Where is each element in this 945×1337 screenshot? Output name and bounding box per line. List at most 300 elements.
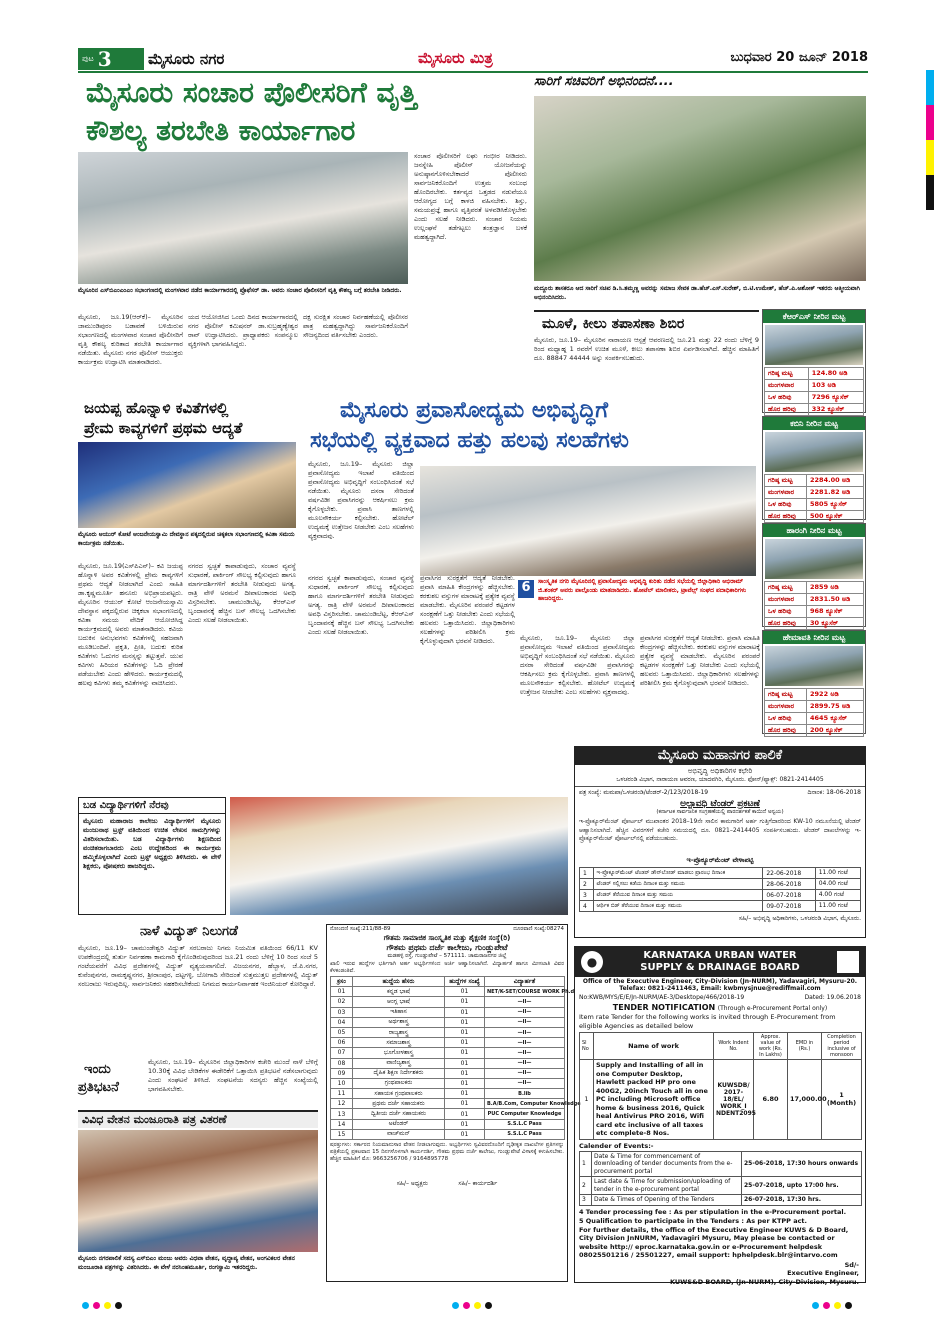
dam-row: [765, 701, 864, 713]
college-cell: 14: [331, 1119, 353, 1129]
college-footer: ಷರತ್ತುಗಳು: ಸರ್ಕಾರದ ನಿಯಮಾನುಸಾರ ವೇತನ ನೀಡಲಾಗುವುದು. ಅಭ್ಯರ್ಥಿಗಳು ಸ್ವವಿವರದೊಂದಿಗೆ ದೃಢೀಕೃತ ದಾಖಲೆಗಳ ಪ್ರತಿಗಳನ್ನು ಪತ್ರಿಕೆಯಲ್ಲಿ ಪ್ರಕಟವಾದ 15 ದಿನಗಳೊಳಗಾಗಿ ಕಾರ್ಯದರ್ಶಿ, ಗೌತಮ ಪ್ರಥಮ ದರ್ಜೆ ಕಾಲೇಜು, ಗುಂಡ್ಲುಪೇಟೆ ವಿಳಾಸಕ್ಕೆ ಕಳುಹಿಸಬೇಕು. ಹೆಚ್ಚಿನ ಮಾಹಿತಿಗೆ ಮೊ: 9663256706 / 9164895778: [330, 1142, 564, 1162]
college-cell: 06: [331, 1038, 353, 1048]
tourism-body-col3: ಪ್ರವಾಸಿಗರ ಸುರಕ್ಷತೆಗೆ ಆದ್ಯತೆ ನೀಡಬೇಕು. ಪ್ರವಾಸಿ ಮಾಹಿತಿ ಕೇಂದ್ರಗಳನ್ನು ಹೆಚ್ಚಿಸಬೇಕು. ಕರಕುಶಲ ವಸ್ತುಗಳ ಮಾರಾಟಕ್ಕೆ ಪ್ರತ್ಯೇಕ ವ್ಯವಸ್ಥೆ ಮಾಡಬೇಕು. ಮೈಸೂರಿನ ಪರಂಪರೆ ಕಟ್ಟಡಗಳ ಸಂರಕ್ಷಣೆಗೆ ಒತ್ತು ನೀಡಬೇಕು ಎಂದು ಸಭೆಯಲ್ಲಿ ಹಲವರು ಒತ್ತಾಯಿಸಿದರು. ಜಿಲ್ಲಾಧಿಕಾರಿಗಳು ಸಲಹೆಗಳನ್ನು ಪರಿಶೀಲಿಸಿ ಕ್ರಮ ಕೈಗೊಳ್ಳುವುದಾಗಿ ಭರವಸೆ ನೀಡಿದರು.: [420, 574, 515, 645]
college-row: [331, 1058, 565, 1068]
college-cell: ಪ್ರಥಮ ದರ್ಜೆ ಸಹಾಯಕರು: [353, 1099, 445, 1109]
kuwsdb-ref: No:KWB/MYS/E/E/Jn-NURM/AE-3/Desktope/466/2018-19: [579, 994, 745, 1001]
lead-body-col2: ಯದ ಆಯೋಜಿಸಿದ ಒಂದು ದಿನದ ಕಾರ್ಯಾಗಾರದಲ್ಲಿ ನಗರ ಪೊಲೀಸ್ ಕಮಿಷನರ್ ಡಾ.ಸುಬ್ರಹ್ಮಣ್ಯೇಶ್ವರ ರಾವ್ ಉದ್ಘಾಟಿಸಿದರು. ಪ್ರಾಧ್ಯಾಪಕರು ಸಂಪನ್ಮೂಲ ವ್ಯಕ್ತಿಗಳಾಗಿ ಭಾಗವಹಿಸಿದ್ದರು.: [188, 313, 298, 348]
kuwsdb-title-1: KARNATAKA URBAN WATER: [643, 950, 797, 961]
kuwsdb-event-cell: 1: [580, 1151, 592, 1177]
mcc-notice-title: ಅಲ್ಪಾವಧಿ ಟೆಂಡರ್ ಪ್ರಕಟಣೆ: [680, 799, 760, 809]
mole-body: ಮೈಸೂರು, ಜೂ.19– ಮೈಸೂರಿನ ನಾರಾಯಣ ಆಸ್ಪತ್ರೆ ಆವರಣದಲ್ಲಿ ಜೂ.21 ಮತ್ತು 22 ರಂದು ಬೆಳಿಗ್ಗೆ 9 ರಿಂದ ಮಧ್ಯಾಹ್ನ 1 ರವರೆಗೆ ಉಚಿತ ಮೂಳೆ, ಕೀಲು ತಪಾಸಣಾ ಶಿಬಿರ ಏರ್ಪಡಿಸಲಾಗಿದೆ. ಹೆಚ್ಚಿನ ಮಾಹಿತಿಗೆ ದೂ. 88847 44444 ಅನ್ನು ಸಂಪರ್ಕಿಸಬಹುದು.: [534, 336, 759, 362]
kuwsdb-event-cell: Last date & Time for submission/uploading of tender in the e-procurement portal: [592, 1177, 742, 1195]
college-row: [331, 1109, 565, 1119]
dam-row-value: 500 ಕ್ಯೂಸೆಕ್: [807, 511, 864, 523]
mcc-schedule-cell: 11.00 ಗಂಟೆ: [815, 901, 860, 912]
kuwsdb-notice-sub: (Through e-Procurement Portal only): [717, 1005, 828, 1012]
dam-row-label: ಒಳ ಹರಿವು: [765, 499, 807, 511]
students-box: [78, 797, 226, 915]
kuwsdb-tender: [574, 946, 866, 1286]
mole-box: [534, 310, 759, 398]
dam-row-value: 332 ಕ್ಯೂಸೆಕ್: [808, 404, 863, 416]
page-label: ಪುಟ: [82, 54, 94, 63]
tourism-headline-line1: ಮೈಸೂರು ಪ್ರವಾಸೋದ್ಯಮ ಅಭಿವೃದ್ಧಿಗೆ: [340, 398, 608, 423]
mcc-schedule-cell: ಟೆಂಡರ್ ಸಲ್ಲಿಸಲು ಕಡೆಯ ದಿನಾಂಕ ಮತ್ತು ಸಮಯ: [593, 879, 763, 890]
dam-photo: [765, 646, 863, 686]
yellow-dot: [834, 1302, 841, 1309]
mcc-schedule-cell: 4.00 ಗಂಟೆ: [815, 890, 860, 901]
college-cell: 01: [445, 1089, 485, 1099]
dam-row: [765, 475, 864, 487]
mcc-date: ದಿನಾಂಕ: 18-06-2018: [807, 789, 861, 796]
students-photo: [230, 797, 568, 915]
kuwsdb-events-table: [579, 1151, 862, 1206]
college-cell: ದ್ವಿತೀಯ ದರ್ಜೆ ಸಹಾಯಕರು: [353, 1109, 445, 1119]
dam-row: [765, 582, 864, 594]
th-name: Name of work: [594, 1033, 714, 1060]
yellow-dot: [474, 1302, 481, 1309]
college-cell: S.S.L.C Pass: [485, 1129, 565, 1139]
tourism-photo: [420, 466, 756, 576]
th-indent: Work Indent No.: [714, 1033, 754, 1060]
registration-marks-right: [810, 1294, 854, 1313]
college-cell: —II—: [485, 1038, 565, 1048]
college-reg-row: [327, 925, 567, 934]
kuwsdb-event-cell: 25-06-2018, 17:30 hours onwards: [742, 1151, 862, 1177]
masthead-rule: [78, 71, 868, 73]
dam-row: [765, 392, 864, 404]
college-cell: 01: [445, 997, 485, 1007]
college-cell: 01: [445, 1058, 485, 1068]
dam-row-label: ಹೊರ ಹರಿವು: [765, 725, 807, 737]
college-header-cell: ಹುದ್ದೆಗಳ ಸಂಖ್ಯೆ: [445, 977, 485, 987]
college-row: [331, 1038, 565, 1048]
college-cell: 13: [331, 1109, 353, 1119]
mcc-schedule-row: [580, 890, 861, 901]
lead-body-col3: ದಕ್ಷ ಸುರಕ್ಷಿತ ಸಂಚಾರ ನಿರ್ವಹಣೆಯಲ್ಲಿ ಪೊಲೀಸರ ಪಾತ್ರ ಮಹತ್ವದ್ದಾಗಿದ್ದು ಸಾರ್ವಜನಿಕರೊಂದಿಗೆ ಸೌಜನ್ಯದಿಂದ ವರ್ತಿಸಬೇಕು ಎಂದರು.: [303, 313, 408, 339]
dam-row-label: ಮಂಗಳವಾರ: [765, 701, 807, 713]
dam-row-value: 2281.82 ಅಡಿ: [807, 487, 864, 499]
tourism-headline-line2: ಸಭೆಯಲ್ಲಿ ವ್ಯಕ್ತವಾದ ಹತ್ತು ಹಲವು ಸಲಹೆಗಳು: [310, 428, 629, 453]
dam-row-label: ಮಂಗಳವಾರ: [765, 594, 807, 606]
college-cell: ಅಟೆಂಡರ್: [353, 1119, 445, 1129]
dam-row-value: 968 ಕ್ಯೂಸೆಕ್: [807, 606, 864, 618]
mcc-sub1: ಅಭಿವೃದ್ಧಿ ಅಧಿಕಾರಿಗಳ ಕಛೇರಿ: [687, 767, 753, 775]
dam-box: [762, 523, 866, 627]
college-row: [331, 1129, 565, 1139]
college-cell: 01: [445, 1109, 485, 1119]
dam-table: [764, 581, 864, 630]
college-row: [331, 1068, 565, 1078]
dam-row: [765, 594, 864, 606]
black-dot: [485, 1302, 492, 1309]
college-cell: ಅರ್ಥಶಾಸ್ತ್ರ: [353, 1017, 445, 1027]
college-header-cell: ಕ್ರಸಂ: [331, 977, 353, 987]
dam-table: [764, 367, 864, 416]
college-header-cell: ವಿದ್ಯಾರ್ಹತೆ: [485, 977, 565, 987]
kuwsdb-work-row: [580, 1060, 862, 1140]
college-cell: 05: [331, 1027, 353, 1037]
dam-row-label: ಗರಿಷ್ಠ ಮಟ್ಟ: [765, 689, 807, 701]
poetry-photo: [78, 442, 296, 528]
college-cell: PUC Computer Knowledge: [485, 1109, 565, 1119]
college-cell: 01: [331, 987, 353, 997]
mcc-notice: [574, 746, 866, 938]
college-cell: —II—: [485, 997, 565, 1007]
mcc-body: ಇ-ಪ್ರೊಕ್ಯೂರ್‌ಮೆಂಟ್ ಪೋರ್ಟಲ್ ಮುಖಾಂತರ 2018–19ನೇ ಸಾಲಿನ ಕಾಮಗಾರಿಗೆ ಅರ್ಹ ಗುತ್ತಿಗೆದಾರರಿಂದ KW-10 ನಮೂನೆಯಲ್ಲಿ ಟೆಂಡರ್ ಆಹ್ವಾನಿಸಲಾಗಿದೆ. ಹೆಚ್ಚಿನ ವಿವರಗಳಿಗೆ ಕಚೇರಿ ಸಮಯದಲ್ಲಿ ದೂ. 0821–2414405 ಸಂಪರ್ಕಿಸಬಹುದು. ಟೆಂಡರ್ ದಾಖಲೆಗಳನ್ನು ಇ-ಪ್ರೊಕ್ಯೂರ್‌ಮೆಂಟ್ ಪೋರ್ಟಲ್‌ನಲ್ಲಿ ಪಡೆಯಬಹುದು.: [579, 818, 861, 842]
college-vacancy-table: [330, 976, 581, 1140]
dam-row: [765, 511, 864, 523]
college-cell: —II—: [485, 1058, 565, 1068]
dam-row-label: ಗರಿಷ್ಠ ಮಟ್ಟ: [765, 582, 807, 594]
kuwsdb-date: Dated: 19.06.2018: [804, 994, 861, 1001]
college-sign: ಸಹಿ/– ಅಧ್ಯಕ್ಷರು ಸಹಿ/– ಕಾರ್ಯದರ್ಶಿ: [396, 1180, 498, 1187]
dam-row-value: 124.80 ಅಡಿ: [808, 368, 863, 380]
th-value: Approx. value of work (Rs. In Lakhs): [754, 1033, 788, 1060]
college-cell: —II—: [485, 1027, 565, 1037]
lead-headline-line1: ಮೈಸೂರು ಸಂಚಾರ ಪೊಲೀಸರಿಗೆ ವೃತ್ತಿ: [86, 76, 417, 109]
dam-row: [765, 713, 864, 725]
dam-row-value: 2831.50 ಅಡಿ: [807, 594, 864, 606]
college-cell: ಆಂಗ್ಲ ಭಾಷೆ: [353, 997, 445, 1007]
college-reg: ನೋಂದಣಿ ಸಂಖ್ಯೆ:211/88-89: [330, 926, 391, 932]
college-row: [331, 1119, 565, 1129]
college-cell: 01: [445, 1068, 485, 1078]
work-sl: 1: [580, 1060, 594, 1140]
dam-title: ಕಬಿನಿ ನೀರಿನ ಮಟ್ಟ: [763, 417, 865, 430]
th-period: Completion period inclusive of monsoon: [822, 1033, 862, 1060]
kuwsdb-note4: 4 Tender processing fee : As per stipulation in the e-Procurement portal.: [579, 1207, 847, 1216]
dam-row-value: 2859 ಅಡಿ: [807, 582, 864, 594]
cyan-dot: [452, 1302, 459, 1309]
mcc-schedule-cell: 28-06-2018: [763, 879, 815, 890]
dam-row-value: 5805 ಕ್ಯೂಸೆಕ್: [807, 499, 864, 511]
college-row: [331, 997, 565, 1007]
kuwsdb-cal-title: Calender of Events:-: [579, 1141, 654, 1150]
mcc-sched-title: ಇ-ಪ್ರೊಕ್ಯೂರ್‌ಮೆಂಟ್ ವೇಳಾಪಟ್ಟಿ: [686, 856, 754, 864]
college-cell: 01: [445, 1129, 485, 1139]
college-cell: 15: [331, 1129, 353, 1139]
college-cell: ಕನ್ನಡ ಭಾಷೆ: [353, 987, 445, 997]
mcc-notice-sub: (ಕರ್ನಾಟಕ ಸಾರ್ವಜನಿಕ ಸಂಗ್ರಹಣೆಯಲ್ಲಿ ಪಾರದರ್ಶಕತೆ ಕಾಯಿದೆ ಅನ್ವಯ): [656, 809, 784, 815]
college-phone: ದೂರವಾಣಿ ಸಂಖ್ಯೆ:08274: [513, 926, 564, 932]
section-name: ಮೈಸೂರು ನಗರ: [148, 50, 225, 68]
kuwsdb-event-row: [580, 1177, 862, 1195]
page-number: 3: [97, 47, 112, 71]
kuwsdb-ref-row: [575, 992, 865, 1003]
college-cell: 04: [331, 1017, 353, 1027]
kuwsdb-sign1: Sd/-: [844, 1260, 859, 1269]
college-org: ಗೌತಮ ಸಾಮಾಜಿಕ ಸಾಂಸ್ಕೃತಿಕ ಮತ್ತು ಶೈಕ್ಷಣಿಕ ಸಂಸ್ಥೆ(ರಿ): [383, 934, 511, 942]
mcc-schedule-cell: 11.00 ಗಂಟೆ: [815, 868, 860, 879]
college-address: ಮಡಹಳ್ಳಿ ರಸ್ತೆ, ಗುಂಡ್ಲುಪೇಟೆ – 571111. ಚಾಮರಾಜನಗರ ಜಿಲ್ಲೆ: [387, 953, 507, 959]
students-headline: ಬಡ ವಿದ್ಯಾರ್ಥಿಗಳಿಗೆ ನೆರವು: [79, 798, 225, 814]
college-cell: 01: [445, 1078, 485, 1088]
tourism-body-col1: ಮೈಸೂರು, ಜೂ.19– ಮೈಸೂರು ಜಿಲ್ಲಾ ಪ್ರವಾಸೋದ್ಯಮ ಇಲಾಖೆ ವತಿಯಿಂದ ಪ್ರವಾಸೋದ್ಯಮ ಅಭಿವೃದ್ಧಿಗೆ ಸಂಬಂಧಿಸಿದಂತೆ ಸಭೆ ನಡೆಯಿತು. ಮೈಸೂರು ದಸರಾ ಸೇರಿದಂತೆ ವರ್ಷವಿಡೀ ಪ್ರವಾಸಿಗರನ್ನು ಆಕರ್ಷಿಸಲು ಕ್ರಮ ಕೈಗೊಳ್ಳಬೇಕು. ಪ್ರವಾಸಿ ತಾಣಗಳಲ್ಲಿ ಮೂಲಸೌಕರ್ಯ ಕಲ್ಪಿಸಬೇಕು. ಹೋಟೆಲ್ ಉದ್ಯಮಕ್ಕೆ ಉತ್ತೇಜನ ನೀಡಬೇಕು ಎಂಬ ಸಲಹೆಗಳು ವ್ಯಕ್ತವಾದವು.: [308, 460, 414, 540]
pension-headline: ವಿವಿಧ ವೇತನ ಮಂಜೂರಾತಿ ಪತ್ರ ವಿತರಣೆ: [78, 1110, 318, 1128]
college-cell: ದೈಹಿಕ ಶಿಕ್ಷಣ ನಿರ್ದೇಶಕರು: [353, 1068, 445, 1078]
college-cell: ಭೂಗೋಳಶಾಸ್ತ್ರ: [353, 1048, 445, 1058]
protest-body: ಮೈಸೂರು, ಜೂ.19– ಮೈಸೂರಿನ ಜಿಲ್ಲಾಧಿಕಾರಿಗಳ ಕಚೇರಿ ಮುಂದೆ ನಾಳೆ ಬೆಳಿಗ್ಗೆ 10.30ಕ್ಕೆ ವಿವಿಧ ಬೇಡಿಕೆಗಳ ಈಡೇರಿಕೆಗೆ ಒತ್ತಾಯಿಸಿ ಪ್ರತಿಭಟನೆ ನಡೆಸಲಾಗುವುದು ಎಂದು ಸಂಘಟನೆ ತಿಳಿಸಿದೆ. ಸಂಘಟನೆಯ ಸದಸ್ಯರು ಹೆಚ್ಚಿನ ಸಂಖ್ಯೆಯಲ್ಲಿ ಭಾಗವಹಿಸಬೇಕು.: [148, 1058, 318, 1093]
power-body: ಮೈಸೂರು, ಜೂ.19– ಚಾಮುಂಡೇಶ್ವರಿ ವಿದ್ಯುತ್ ಸರಬರಾಜು ನಿಗಮ ನಿಯಮಿತ ವತಿಯಿಂದ 66/11 KV ಉಪಕೇಂದ್ರದಲ್ಲಿ ತುರ್ತು ನಿರ್ವಹಣಾ ಕಾಮಗಾರಿ ಕೈಗೊಂಡಿರುವುದರಿಂದ ಜೂ.21 ರಂದು ಬೆಳಿಗ್ಗೆ 10 ರಿಂದ ಸಂಜೆ 5 ಗಂಟೆಯವರೆಗೆ ವಿವಿಧ ಪ್ರದೇಶಗಳಲ್ಲಿ ವಿದ್ಯುತ್ ವ್ಯತ್ಯಯವಾಗಲಿದೆ. ವಿಜಯನಗರ, ಹೆಬ್ಬಾಳ, ಜೆ.ಪಿ.ನಗರ, ಕುವೆಂಪುನಗರ, ರಾಮಕೃಷ್ಣನಗರ, ಶ್ರೀರಾಂಪುರ, ದಟ್ಟಗಳ್ಳಿ, ಬೋಗಾದಿ ಸೇರಿದಂತೆ ಸುತ್ತಮುತ್ತಲ ಪ್ರದೇಶಗಳಲ್ಲಿ ವಿದ್ಯುತ್ ಸರಬರಾಜು ಇರುವುದಿಲ್ಲ. ಸಾರ್ವಜನಿಕರು ಸಹಕರಿಸಬೇಕೆಂದು ನಿಗಮದ ಕಾರ್ಯನಿರ್ವಾಹಕ ಇಂಜಿನಿಯರ್ ಕೋರಿದ್ದಾರೆ.: [78, 944, 318, 988]
dam-row-label: ಹೊರ ಹರಿವು: [765, 511, 807, 523]
mcc-schedule-row: [580, 901, 861, 912]
college-cell: 03: [331, 1007, 353, 1017]
dam-row: [765, 487, 864, 499]
dam-title: ಹೇಮಾವತಿ ನೀರಿನ ಮಟ್ಟ: [763, 631, 865, 644]
college-row: [331, 1027, 565, 1037]
kuwsdb-event-cell: 25-07-2018, upto 17:00 hrs.: [742, 1177, 862, 1195]
lead-photo: [78, 152, 408, 284]
kuwsdb-work-header: [580, 1033, 862, 1060]
poetry-caption: ಮೈಸೂರು ಆಯುರ್ ಕೋಟೆ ಆಂಜನೇಯಸ್ವಾಮಿ ದೇವಸ್ಥಾನ ಪಕ್ಕದಲ್ಲಿರುವ ಚಿಕ್ಕಕಲಾ ಸಭಾಂಗಣದಲ್ಲಿ ಕವಿತಾ ಸಮಯ ಕಾರ್ಯಕ್ರಮ ನಡೆಯಿತು.: [78, 531, 295, 547]
kuwsdb-logo: [581, 951, 603, 973]
college-row: [331, 1048, 565, 1058]
college-cell: ರಾಜ್ಯಶಾಸ್ತ್ರ: [353, 1027, 445, 1037]
mole-headline: ಮೂಳೆ, ಕೀಲು ತಪಾಸಣಾ ಶಿಬಿರ: [542, 316, 685, 332]
mcc-schedule-cell: 4: [580, 901, 594, 912]
kuwsdb-header: [575, 947, 865, 977]
color-bar-right: [926, 70, 934, 210]
dam-photo: [765, 325, 863, 365]
dam-box: [762, 630, 866, 734]
dam-table: [764, 474, 864, 523]
sara-label: ಸಾರಿಗೆ ಸಚಿವರಿಗೆ ಅಭಿನಂದನೆ....: [534, 74, 674, 89]
mcc-ref-row: [575, 786, 865, 799]
college-cell: B.A/B.Com, Computer Knowledge: [485, 1099, 565, 1109]
yellow-dot: [104, 1302, 111, 1309]
kuwsdb-title-row: [575, 1003, 865, 1012]
college-cell: —II—: [485, 1048, 565, 1058]
mcc-schedule-cell: 1: [580, 868, 594, 879]
dam-row-value: 2922 ಅಡಿ: [807, 689, 864, 701]
dam-row-label: ಒಳ ಹರಿವು: [765, 606, 807, 618]
dam-row-value: 103 ಅಡಿ: [808, 380, 863, 392]
mcc-schedule-table: [579, 867, 861, 912]
dam-row: [765, 404, 864, 416]
college-intro: ಖಾಲಿ ಇರುವ ಹುದ್ದೆಗಳ ಭರ್ತಿಗಾಗಿ ಅರ್ಹ ಅಭ್ಯರ್ಥಿಗಳಿಂದ ಅರ್ಜಿ ಆಹ್ವಾನಿಸಲಾಗಿದೆ. ವಿದ್ಯಾರ್ಹತೆ ಹಾಗೂ ಮೀಸಲಾತಿ ವಿವರ ಕೆಳಕಂಡಂತಿವೆ.: [330, 961, 564, 974]
college-cell: 01: [445, 1048, 485, 1058]
dam-row-label: ಮಂಗಳವಾರ: [765, 487, 807, 499]
issue-date: ಬುಧವಾರ 20 ಜೂನ್ 2018: [730, 50, 868, 65]
dam-row-value: 2899.75 ಅಡಿ: [807, 701, 864, 713]
page-tab: [78, 48, 144, 70]
kuwsdb-event-cell: 3: [580, 1195, 592, 1206]
dam-row-label: ಹೊರ ಹರಿವು: [765, 404, 809, 416]
cyan-dot: [812, 1302, 819, 1309]
work-value: 6.80: [754, 1060, 788, 1140]
mcc-schedule-cell: ಇ-ಪ್ರೊಕ್ಯೂರ್‌ಮೆಂಟ್ ಟೆಂಡರ್ ಡೌನ್‌ಲೋಡ್ ಮಾಡಲು ಪ್ರಾರಂಭ ದಿನಾಂಕ: [593, 868, 763, 879]
dam-row-value: 2284.00 ಅಡಿ: [807, 475, 864, 487]
mcc-sign: ಸಹಿ/– ಅಭಿವೃದ್ಧಿ ಅಧಿಕಾರಿಗಳು, ಒಳಚರಂಡಿ ವಿಭಾಗ, ಮೈಸೂರು.: [738, 915, 861, 922]
college-cell: ವಾಣಿಜ್ಯಶಾಸ್ತ್ರ: [353, 1058, 445, 1068]
college-cell: 09: [331, 1068, 353, 1078]
water-drop-icon: ●: [586, 955, 598, 969]
kuwsdb-further: For further details, the office of the Executive Engineer KUWS & D Board, City Division JnNURM, Yadavagiri Mysuru, May please be contacted or website http:// eproc.karnataka.gov.in or e-Procurement helpdesk 08025501216 / 25501227, email support: hphelpdesk.blr@intarvo.com: [579, 1225, 849, 1259]
dam-row-label: ಹೊರ ಹರಿವು: [765, 618, 807, 630]
mcc-schedule-cell: 3: [580, 890, 594, 901]
kuwsdb-event-cell: Date & Time for commencement of downloading of tender documents from the e-procurement portal: [592, 1151, 742, 1177]
dam-row: [765, 499, 864, 511]
black-dot: [845, 1302, 852, 1309]
dam-row: [765, 725, 864, 737]
dam-row-label: ಒಳ ಹರಿವು: [765, 392, 809, 404]
poetry-headline-line2: ಪ್ರೇಮ ಕಾವ್ಯಗಳಿಗೆ ಪ್ರಥಮ ಆದ್ಯತೆ: [84, 419, 243, 437]
power-headline: ನಾಳೆ ವಿದ್ಯುತ್ ನಿಲುಗಡೆ: [140, 924, 238, 939]
kuwsdb-logo-right: [837, 951, 859, 973]
college-cell: 01: [445, 1038, 485, 1048]
college-cell: ಸಮಾಜಶಾಸ್ತ್ರ: [353, 1038, 445, 1048]
tourism-body-col4: ಮೈಸೂರು, ಜೂ.19– ಮೈಸೂರು ಜಿಲ್ಲಾ ಪ್ರವಾಸೋದ್ಯಮ ಇಲಾಖೆ ವತಿಯಿಂದ ಪ್ರವಾಸೋದ್ಯಮ ಅಭಿವೃದ್ಧಿಗೆ ಸಂಬಂಧಿಸಿದಂತೆ ಸಭೆ ನಡೆಯಿತು. ಮೈಸೂರು ದಸರಾ ಸೇರಿದಂತೆ ವರ್ಷವಿಡೀ ಪ್ರವಾಸಿಗರನ್ನು ಆಕರ್ಷಿಸಲು ಕ್ರಮ ಕೈಗೊಳ್ಳಬೇಕು. ಪ್ರವಾಸಿ ತಾಣಗಳಲ್ಲಿ ಮೂಲಸೌಕರ್ಯ ಕಲ್ಪಿಸಬೇಕು. ಹೋಟೆಲ್ ಉದ್ಯಮಕ್ಕೆ ಉತ್ತೇಜನ ನೀಡಬೇಕು ಎಂಬ ಸಲಹೆಗಳು ವ್ಯಕ್ತವಾದವು.: [520, 634, 635, 696]
college-row: [331, 1089, 565, 1099]
college-cell: S.S.L.C Pass: [485, 1119, 565, 1129]
college-cell: 11: [331, 1089, 353, 1099]
college-cell: ಇತಿಹಾಸ: [353, 1007, 445, 1017]
dam-row-label: ಗರಿಷ್ಠ ಮಟ್ಟ: [765, 475, 807, 487]
mcc-schedule-row: [580, 868, 861, 879]
kuwsdb-work-table: [579, 1032, 862, 1140]
mcc-schedule-cell: 22-06-2018: [763, 868, 815, 879]
mcc-schedule-cell: ಆರ್ಥಿಕ ಬಿಡ್ ತೆರೆಯುವ ದಿನಾಂಕ ಮತ್ತು ಸಮಯ: [593, 901, 763, 912]
kuwsdb-event-cell: Date & Times of Opening of the Tenders: [592, 1195, 742, 1206]
dam-title: ಕೆಆರ್‌ಎಸ್ ನೀರಿನ ಮಟ್ಟ: [763, 310, 865, 323]
work-emd: 17,000.00: [788, 1060, 822, 1140]
college-cell: 01: [445, 1017, 485, 1027]
protest-label-line1: ಇಂದು: [84, 1062, 111, 1077]
kuwsdb-contact: Telefax: 0821-2411463, Email: kwbmysjnue@rediffmail.com: [619, 985, 821, 992]
college-cell: 01: [445, 1099, 485, 1109]
work-name: Supply and Installing of all in one Computer Desktop, Hawlett packed HP pro one 400G2, 20inch Touch all in one PC including Microsoft office home & business 2016, Quick heal Antivirus PRO 2016, Wifi card etc inclusive of all taxes etc complete-8 Nos.: [594, 1060, 714, 1140]
poetry-body-col1: ಮೈಸೂರು, ಜೂ.19(ಎಸ್‌ಪಿಎನ್)– ಕವಿ ಜಯಪ್ಪ ಹೊನ್ನಾಳಿ ಅವರ ಕವಿತೆಗಳಲ್ಲಿ ಪ್ರೇಮ ಕಾವ್ಯಗಳಿಗೆ ಪ್ರಥಮ ಆದ್ಯತೆ ನೀಡಲಾಗಿದೆ ಎಂದು ಸಾಹಿತಿ ಡಾ.ಕೃಷ್ಣಮೂರ್ತಿ ಹನೂರು ಅಭಿಪ್ರಾಯಪಟ್ಟರು. ಮೈಸೂರಿನ ಆಯುರ್ ಕೋಟೆ ಆಂಜನೇಯಸ್ವಾಮಿ ದೇವಸ್ಥಾನ ಪಕ್ಕದಲ್ಲಿರುವ ಚಿಕ್ಕಕಲಾ ಸಭಾಂಗಣದಲ್ಲಿ ಕವಿತಾ ಸಮಯ ವೇದಿಕೆ ಆಯೋಜಿಸಿದ್ದ ಕಾರ್ಯಕ್ರಮದಲ್ಲಿ ಅವರು ಮಾತನಾಡಿದರು. ಕವಿಯ ಬದುಕಿನ ಅನುಭವಗಳು ಕವಿತೆಗಳಲ್ಲಿ ಸಹಜವಾಗಿ ಮೂಡಿಬಂದಿವೆ. ಪ್ರಕೃತಿ, ಪ್ರೀತಿ, ಬದುಕು ಕುರಿತ ಕವಿತೆಗಳು ಓದುಗರ ಮನಸ್ಸನ್ನು ತಟ್ಟುತ್ತವೆ. ಯುವ ಕವಿಗಳು ಹಿರಿಯರ ಕವಿತೆಗಳನ್ನು ಓದಿ ಪ್ರೇರಣೆ ಪಡೆಯಬೇಕು ಎಂದು ಹೇಳಿದರು. ಕಾರ್ಯಕ್ರಮದಲ್ಲಿ ಹಲವು ಕವಿಗಳು ತಮ್ಮ ಕವಿತೆಗಳನ್ನು ವಾಚಿಸಿದರು.: [78, 562, 183, 687]
lead-body-col4: ಸಂಚಾರ ಪೊಲೀಸರಿಗೆ ಲಘು ಗಂಭೀರ ನೀಡಿದರು. ಜನಸ್ನೇಹಿ ಪೊಲೀಸ್ ಯೋಜನೆಯನ್ನು ಅನುಷ್ಠಾನಗೊಳಿಸಬೇಕಾದರೆ ಪೊಲೀಸರು ಸಾರ್ವಜನಿಕರೊಂದಿಗೆ ಉತ್ತಮ ಸಂಬಂಧ ಹೊಂದಿರಬೇಕು. ಕರ್ತವ್ಯದ ಒತ್ತಡದ ನಡುವೆಯೂ ಆರೋಗ್ಯದ ಬಗ್ಗೆ ಕಾಳಜಿ ವಹಿಸಬೇಕು. ಶಿಸ್ತು, ಸಮಯಪ್ರಜ್ಞೆ ಹಾಗೂ ವೃತ್ತಿಪರತೆ ಅಳವಡಿಸಿಕೊಳ್ಳಬೇಕು ಎಂದು ಸಲಹೆ ನೀಡಿದರು. ಸಂಚಾರ ನಿಯಮ ಉಲ್ಲಂಘನೆ ತಡೆಗಟ್ಟಲು ತಂತ್ರಜ್ಞಾನ ಬಳಕೆ ಮಹತ್ವದ್ದಾಗಿದೆ.: [414, 152, 527, 241]
college-cell: ಸಹಾಯಕ ಗ್ರಂಥಪಾಲಕರು: [353, 1089, 445, 1099]
dam-row: [765, 380, 864, 392]
college-ad: [326, 924, 581, 1282]
college-row: [331, 1099, 565, 1109]
mcc-title: ಮೈಸೂರು ಮಹಾನಗರ ಪಾಲಿಕೆ: [575, 747, 865, 765]
kuwsdb-notice-title: TENDER NOTIFICATION: [612, 1003, 716, 1012]
poetry-headline-line1: ಜಯಪ್ಪ ಹೊನ್ನಾಳಿ ಕವಿತೆಗಳಲ್ಲಿ: [84, 399, 229, 417]
college-cell: NET/K-SET/COURSE WORK Ph.d: [485, 987, 565, 997]
college-cell: ವಾಚ್‌ಮನ್: [353, 1129, 445, 1139]
mcc-schedule-cell: 09-07-2018: [763, 901, 815, 912]
dam-title: ಹಾರಂಗಿ ನೀರಿನ ಮಟ್ಟ: [763, 524, 865, 537]
dam-photo: [765, 539, 863, 579]
college-cell: —II—: [485, 1017, 565, 1027]
kuwsdb-event-row: [580, 1151, 862, 1177]
dam-row-value: 7296 ಕ್ಯೂಸೆಕ್: [808, 392, 863, 404]
kuwsdb-sign2: Executive Engineer,: [787, 1269, 859, 1277]
college-row: [331, 1078, 565, 1088]
sara-caption: ಮದ್ದೂರು ಶಾಸಕರೂ ಆದ ಸಾರಿಗೆ ಸಚಿವ ಡಿ.ಸಿ.ತಮ್ಮಣ್ಣ ಅವರನ್ನು ಸಮಾಜ ಸೇವಕ ಡಾ.ಹೆಚ್.ಎಸ್.ಸುರೇಶ್, ಬಿ.ಟಿ.ಉಮೇಶ್, ಹೆಚ್.ಪಿ.ಅಶೋಕ್ ಇತರರು ಆತ್ಮೀಯವಾಗಿ ಅಭಿನಂದಿಸಿದರು.: [534, 285, 860, 301]
college-cell: 08: [331, 1058, 353, 1068]
college-cell: —II—: [485, 1068, 565, 1078]
dam-row: [765, 689, 864, 701]
dam-row-label: ಮಂಗಳವಾರ: [765, 380, 809, 392]
pension-caption: ಮೈಸೂರು ನಗರಪಾಲಿಕೆ ಸದಸ್ಯ ಎಸ್‌ಬಿಎಂ ಮಂಜು ಅವರು ವಿಧವಾ ವೇತನ, ವೃದ್ಧಾಪ್ಯ ವೇತನ, ಅಂಗವಿಕಲರ ವೇತನ ಮಂಜೂರಾತಿ ಪತ್ರಗಳನ್ನು ವಿತರಿಸಿದರು. ಈ ವೇಳೆ ನರಸಿಂಹಮೂರ್ತಿ, ರಂಗಸ್ವಾಮಿ ಇತರರಿದ್ದರು.: [78, 1255, 295, 1271]
th-sl: Sl No: [580, 1033, 594, 1060]
college-cell: 01: [445, 987, 485, 997]
college-row: [331, 987, 565, 997]
mcc-schedule-cell: ಟೆಂಡರ್ ತೆರೆಯುವ ದಿನಾಂಕ ಮತ್ತು ಸಮಯ: [593, 890, 763, 901]
kuwsdb-office: Office of the Executive Engineer, City-Division (Jn-NURM), Yadavagiri, Mysuru-20.: [582, 978, 858, 985]
college-cell: 02: [331, 997, 353, 1007]
poetry-body-col2: ನಗರದ ಸ್ವಚ್ಛತೆ ಕಾಪಾಡುವುದು, ಸಂಚಾರ ವ್ಯವಸ್ಥೆ ಸುಧಾರಣೆ, ಪಾರ್ಕಿಂಗ್ ಸೌಲಭ್ಯ ಕಲ್ಪಿಸುವುದು ಹಾಗೂ ಮಾರ್ಗದರ್ಶಿಗಳಿಗೆ ತರಬೇತಿ ನೀಡುವುದು ಅಗತ್ಯ. ರಾತ್ರಿ ವೇಳೆ ಅರಮನೆ ದೀಪಾಲಂಕಾರದ ಅವಧಿ ವಿಸ್ತರಿಸಬೇಕು. ಚಾಮುಂಡಿಬೆಟ್ಟ, ಕೆಆರ್‌ಎಸ್ ಬೃಂದಾವನಕ್ಕೆ ಹೆಚ್ಚಿನ ಬಸ್ ಸೌಲಭ್ಯ ಒದಗಿಸಬೇಕು ಎಂದು ಸಲಹೆ ನೀಡಲಾಯಿತು.: [188, 562, 296, 624]
mcc-schedule-cell: 04.00 ಗಂಟೆ: [815, 879, 860, 890]
mcc-sub2: ಒಳಚರಂಡಿ ವಿಭಾಗ, ನಾರಾಯಣ ಆವರಣ, ಯಾದವಗಿರಿ, ಮೈಸೂರು. ಫೋನ್/ಫ್ಯಾಕ್ಸ್: 0821-2414405: [616, 776, 824, 783]
dam-row: [765, 606, 864, 618]
mcc-schedule-cell: 06-07-2018: [763, 890, 815, 901]
masthead: [78, 48, 868, 70]
lead-caption: ಮೈಸೂರಿನ ಎಸ್‌ಬಿಎಂಎಂಎಂ ಸಭಾಂಗಣದಲ್ಲಿ ಮಂಗಳವಾರ ನಡೆದ ಕಾರ್ಯಾಗಾರದಲ್ಲಿ ಪ್ರೊಫೆಸರ್ ಡಾ. ಅವರು ಸಂಚಾರ ಪೊಲೀಸರಿಗೆ ವೃತ್ತಿ ಕೌಶಲ್ಯ ಬಗ್ಗೆ ತರಬೇತಿ ನೀಡಿದರು.: [78, 287, 402, 294]
college-cell: —II—: [485, 1007, 565, 1017]
tourism-body-col5: ಪ್ರವಾಸಿಗರ ಸುರಕ್ಷತೆಗೆ ಆದ್ಯತೆ ನೀಡಬೇಕು. ಪ್ರವಾಸಿ ಮಾಹಿತಿ ಕೇಂದ್ರಗಳನ್ನು ಹೆಚ್ಚಿಸಬೇಕು. ಕರಕುಶಲ ವಸ್ತುಗಳ ಮಾರಾಟಕ್ಕೆ ಪ್ರತ್ಯೇಕ ವ್ಯವಸ್ಥೆ ಮಾಡಬೇಕು. ಮೈಸೂರಿನ ಪರಂಪರೆ ಕಟ್ಟಡಗಳ ಸಂರಕ್ಷಣೆಗೆ ಒತ್ತು ನೀಡಬೇಕು ಎಂದು ಸಭೆಯಲ್ಲಿ ಹಲವರು ಒತ್ತಾಯಿಸಿದರು. ಜಿಲ್ಲಾಧಿಕಾರಿಗಳು ಸಲಹೆಗಳನ್ನು ಪರಿಶೀಲಿಸಿ ಕ್ರಮ ಕೈಗೊಳ್ಳುವುದಾಗಿ ಭರವಸೆ ನೀಡಿದರು.: [640, 634, 760, 687]
mcc-schedule-row: [580, 879, 861, 890]
mcc-ref: ಪತ್ರ ಸಂಖ್ಯೆ: ಮಮಪಾ/ಒಳಚರಂಡಿ/ಟೆಂಡರ್-2/123/2018-19: [579, 789, 709, 796]
work-indent: KUWSDB/ 2017-18/EL/ WORK_I NDENT2095: [714, 1060, 754, 1140]
dam-row: [765, 618, 864, 630]
black-dot: [115, 1302, 122, 1309]
pension-photo: [78, 1130, 318, 1252]
magenta-dot: [93, 1302, 100, 1309]
college-cell: 01: [445, 1119, 485, 1129]
college-name: ಗೌತಮ ಪ್ರಥಮ ದರ್ಜೆ ಕಾಲೇಜು, ಗುಂಡ್ಲುಪೇಟೆ: [386, 943, 508, 952]
kuwsdb-intro: Item rate Tender for the following works is invited through E-Procurement from eligible Agencies as detailed below: [579, 1013, 836, 1030]
cyan-dot: [82, 1302, 89, 1309]
mcc-schedule-cell: 2: [580, 879, 594, 890]
dam-box: [762, 309, 866, 413]
kuwsdb-title-2: SUPPLY & DRAINAGE BOARD: [640, 962, 800, 973]
magenta-dot: [823, 1302, 830, 1309]
dam-row-value: 4645 ಕ್ಯೂಸೆಕ್: [807, 713, 864, 725]
kuwsdb-event-row: [580, 1195, 862, 1206]
students-body: ಮೈಸೂರು ಮಹಾರಾಜ ಕಾಲೇಜು ವಿದ್ಯಾರ್ಥಿಗಳಿಗೆ ಮೈಸೂರು ಮಂಜುನಾಥ ಟ್ರಸ್ಟ್ ವತಿಯಿಂದ ಉಚಿತ ಲೇಖನ ಸಾಮಗ್ರಿಗಳನ್ನು ವಿತರಿಸಲಾಯಿತು. ಬಡ ವಿದ್ಯಾರ್ಥಿಗಳು ಶಿಕ್ಷಣದಿಂದ ವಂಚಿತರಾಗಬಾರದು ಎಂಬ ಉದ್ದೇಶದಿಂದ ಈ ಕಾರ್ಯಕ್ರಮ ಹಮ್ಮಿಕೊಳ್ಳಲಾಗಿದೆ ಎಂದು ಟ್ರಸ್ಟ್ ಅಧ್ಯಕ್ಷರು ತಿಳಿಸಿದರು. ಈ ವೇಳೆ ಶಿಕ್ಷಕರು, ಪೋಷಕರು ಹಾಜರಿದ್ದರು.: [83, 817, 221, 870]
work-period: 1 (Month): [822, 1060, 862, 1140]
college-cell: —II—: [485, 1078, 565, 1088]
kuwsdb-event-cell: 2: [580, 1177, 592, 1195]
college-cell: 01: [445, 1027, 485, 1037]
dam-row: [765, 368, 864, 380]
dam-row-value: 30 ಕ್ಯೂಸೆಕ್: [807, 618, 864, 630]
college-row: [331, 1017, 565, 1027]
protest-label-line2: ಪ್ರತಿಭಟನೆ: [78, 1080, 119, 1095]
college-cell: 07: [331, 1048, 353, 1058]
dam-table: [764, 688, 864, 737]
dam-levels-column: [762, 309, 866, 737]
magenta-dot: [463, 1302, 470, 1309]
college-cell: B.lib: [485, 1089, 565, 1099]
tourism-caption: ಸಾಂಸ್ಕೃತಿಕ ನಗರಿ ಮೈಸೂರಿನಲ್ಲಿ ಪ್ರವಾಸೋದ್ಯಮ ಅಭಿವೃದ್ಧಿ ಕುರಿತು ನಡೆದ ಸಭೆಯಲ್ಲಿ ಜಿಲ್ಲಾಧಿಕಾರಿ ಅಭಿರಾಮ್ ಜಿ.ಶಂಕರ್ ಅವರು ಪಾಲ್ಗೊಂಡು ಮಾತನಾಡಿದರು. ಹೋಟೆಲ್ ಮಾಲೀಕರು, ಟ್ರಾವೆಲ್ಸ್ ಸಂಘದ ಪದಾಧಿಕಾರಿಗಳು ಹಾಜರಿದ್ದರು.: [538, 578, 747, 602]
registration-marks-center: [450, 1294, 494, 1313]
registration-marks-left: [80, 1294, 124, 1313]
kuwsdb-sign: [575, 1261, 865, 1287]
college-cell: 01: [445, 1007, 485, 1017]
dam-row-label: ಗರಿಷ್ಠ ಮಟ್ಟ: [765, 368, 809, 380]
college-cell: 12: [331, 1099, 353, 1109]
sara-photo: [534, 96, 866, 281]
dam-photo: [765, 432, 863, 472]
th-emd: EMD in (Rs.): [788, 1033, 822, 1060]
college-cell: ಗ್ರಂಥಪಾಲಕರು: [353, 1078, 445, 1088]
lead-headline-line2: ಕೌಶಲ್ಯ ತರಬೇತಿ ಕಾರ್ಯಾಗಾರ: [86, 114, 356, 147]
paper-name: ಮೈಸೂರು ಮಿತ್ರ: [418, 49, 493, 67]
kuwsdb-note5: 5 Qualification to participate in the Tenders : As per KTPP act.: [579, 1216, 808, 1225]
kuwsdb-sign3: KUWS&D BOARD, (Jn-NURM), City-Division, Mysuru.: [669, 1277, 859, 1286]
college-cell: 10: [331, 1078, 353, 1088]
kuwsdb-event-cell: 26-07-2018, 17:30 hrs.: [742, 1195, 862, 1206]
tourism-caption-number: 6: [518, 580, 534, 598]
dam-row-label: ಒಳ ಹರಿವು: [765, 713, 807, 725]
